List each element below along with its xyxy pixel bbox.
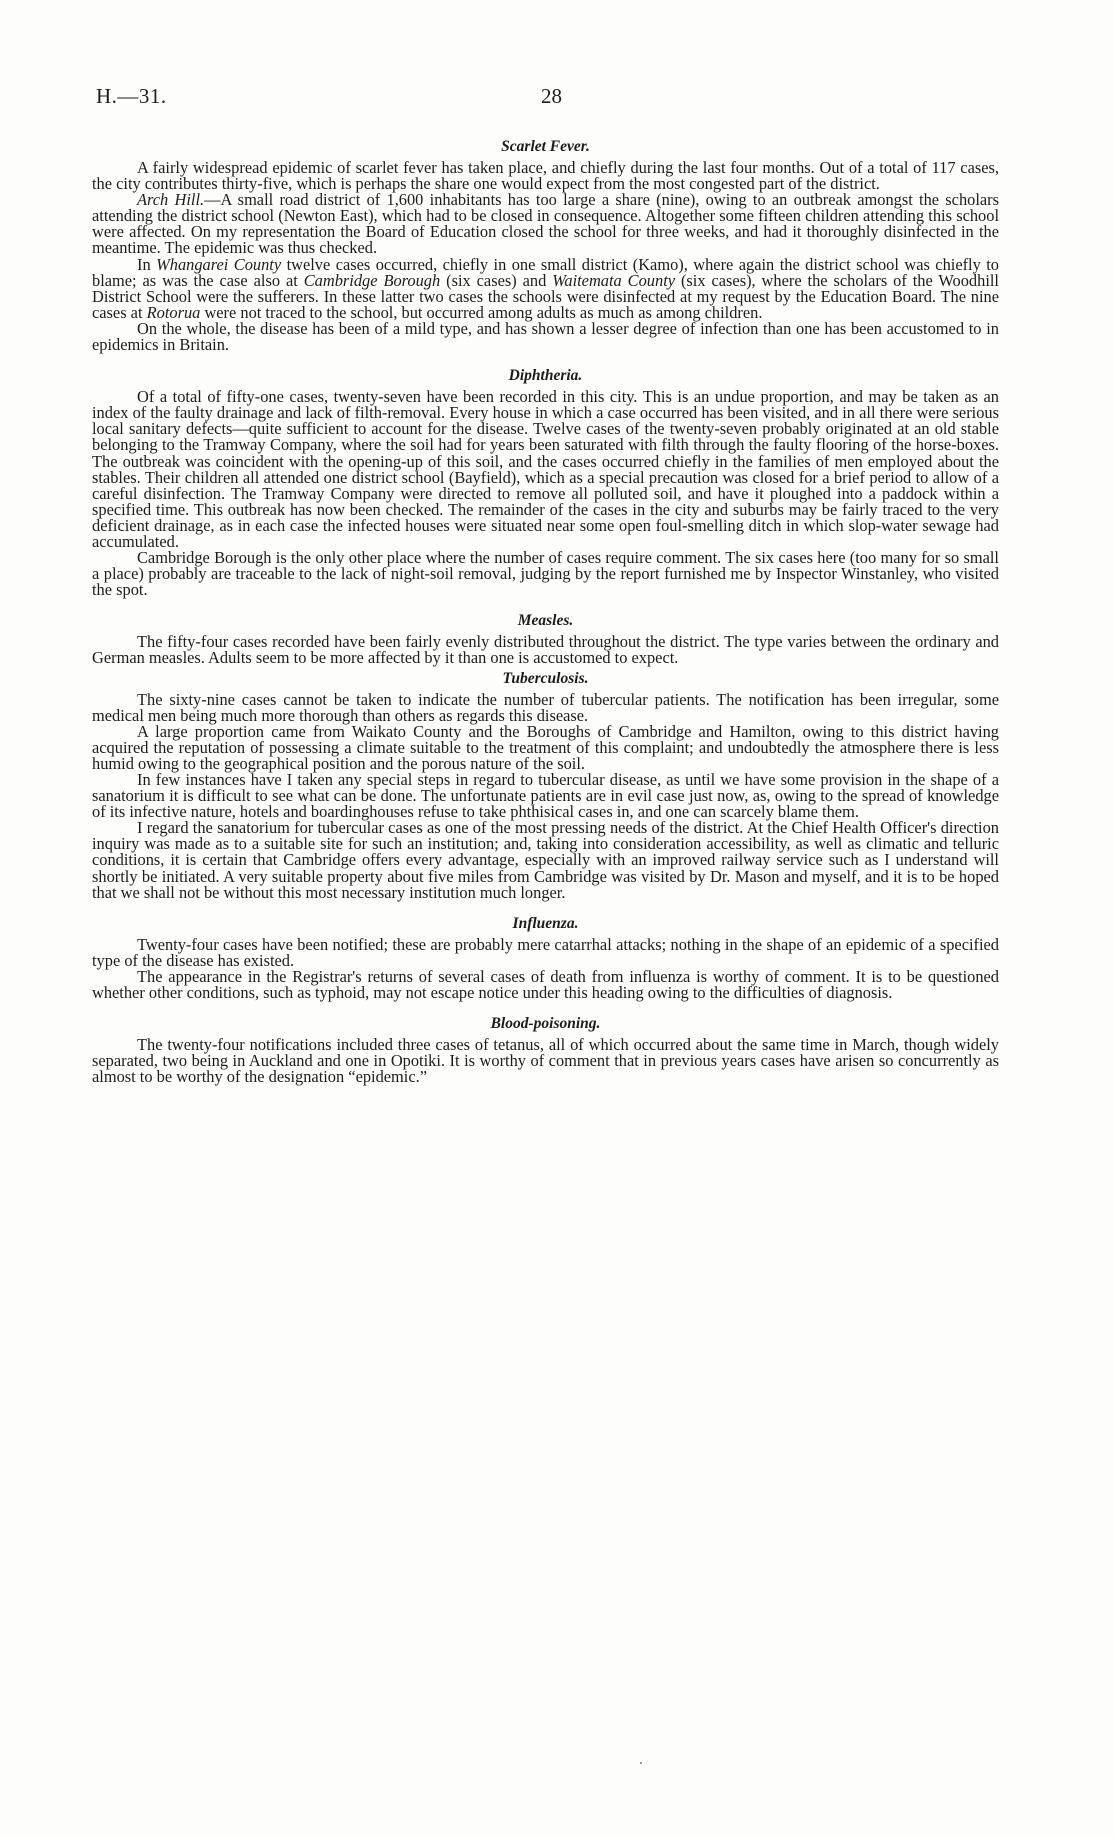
- section-title-scarlet-fever: Scarlet Fever.: [501, 138, 590, 155]
- paragraph: The appearance in the Registrar's returns of several cases of death from influenza is worthy of comment. It is to be questioned whether other conditions, such as typhoid, may not escape notice under this heading owing to the difficulties of diagnosis.: [92, 966, 999, 1003]
- place-name: Rotorua: [146, 302, 201, 322]
- paragraph: The fifty-four cases recorded have been fairly evenly distributed throughout the district. The type varies between the ordinary and German measles. Adults seem to be more affected by it than one is accustomed to expect.: [92, 632, 999, 668]
- paragraph: Cambridge Borough is the only other place where the number of cases require comment. The six cases here (too many for so small a place) probably are traceable to the lack of night-soil removal, judging by the report furnished me by Inspector Winstanley, who visited the spot.: [92, 548, 999, 600]
- place-name: Cambridge Borough: [303, 270, 441, 290]
- section-scarlet-fever: [92, 137, 999, 353]
- section-measles: [92, 611, 999, 666]
- paragraph: The sixty-nine cases cannot be taken to indicate the number of tubercular patients. The notification has been irregular, some medical men being much more thorough than others as regards this disease.: [92, 689, 999, 725]
- section-blood-poisoning: [92, 1014, 999, 1085]
- paragraph: [92, 192, 999, 256]
- section-title-influenza: Influenza.: [512, 914, 579, 932]
- paragraph: A large proportion came from Waikato County and the Boroughs of Cambridge and Hamilton, owing to this district having acquired the reputation of possessing a climate suitable to the treatment of this complaint; and undoubtedly the atmosphere there is less humid owing to the geographical position and the porous nature of the soil.: [92, 721, 999, 773]
- place-name: Whangarei County: [156, 254, 282, 274]
- place-name: Waitemata County: [552, 270, 676, 290]
- document-reference: H.—31.: [96, 84, 167, 108]
- paragraph-text: (six cases), where the scholars of the Woodhill District School were the sufferers. In these latter two cases the schools were disinfected at my request by the Education Board. The nine cases at: [92, 270, 999, 322]
- paragraph-text: were not traced to the school, but occurred among adults as much as among children.: [200, 302, 763, 322]
- section-title-diphtheria: Diphtheria.: [508, 367, 583, 385]
- paragraph: I regard the sanatorium for tubercular cases as one of the most pressing needs of the district. At the Chief Health Officer's direction inquiry was made as to a suitable site for such an institution; and, taking into consideration accessibility, as well as climatic and telluric conditions, it is certain that Cambridge offers every advantage, especially with an improved railway service such as I understand will shortly be initiated. A very suitable property about five miles from Cambridge was visited by Dr. Mason and myself, and it is to be hoped that we shall not be without this most necessary institution much longer.: [92, 818, 999, 902]
- paragraph-text: In: [137, 254, 157, 274]
- paragraph: The twenty-four notifications included three cases of tetanus, all of which occurred about the same time in March, though widely separated, two being in Auckland and one in Opotiki. It is worthy of comment that in previous years cases have arisen so concurrently as almost to be worthy of the designation “epidemic.”: [92, 1035, 999, 1087]
- section-title-measles: Measles.: [517, 612, 574, 630]
- page-body: [92, 137, 999, 1085]
- paper-speck: [640, 1762, 642, 1764]
- paragraph-text: —A small road district of 1,600 inhabitants has too large a share (nine), owing to an outbreak amongst the scholars attending the district school (Newton East), which had to be closed in consequence. Altogether some fifteen children attending this school were affected. On my representation the Board of Education closed the school for three weeks, and had it thoroughly disinfected in the meantime. The epidemic was thus checked.: [92, 190, 1000, 258]
- section-title-blood-poisoning: Blood-poisoning.: [490, 1015, 601, 1033]
- paragraph-text: (six cases) and: [440, 270, 553, 290]
- place-name: Arch Hill.: [137, 190, 205, 210]
- paragraph: On the whole, the disease has been of a mild type, and has shown a lesser degree of infection than one has been accustomed to in epidemics in Britain.: [92, 318, 999, 355]
- paragraph: [92, 254, 999, 322]
- page-number: 28: [541, 84, 562, 108]
- page-header: [0, 84, 1114, 114]
- section-tuberculosis: [92, 669, 999, 901]
- paragraph: Of a total of fifty-one cases, twenty-seven have been recorded in this city. This is an undue proportion, and may be taken as an index of the faulty drainage and lack of filth-removal. Every house in which a case occurred has been visited, and in all there were serious local sanitary defects—quite sufficient to account for the disease. Twelve cases of the twenty-seven probably originated at an old stable belonging to the Tramway Company, where the soil had for years been saturated with filth through the faulty flooring of the horse-boxes. The outbreak was coincident with the opening-up of this soil, and the cases occurred chiefly in the families of men employed about the stables. Their children all attended one district school (Bayfield), which as a special precaution was closed for a brief period to allow of a careful disinfection. The Tramway Company were directed to remove all polluted soil, and have it ploughed into a paddock within a specified time. This outbreak has now been checked. The remainder of the cases in the city and suburbs may be fairly traced to the very deficient drainage, as in each case the infected houses were situated near some open foul-smelling ditch in which slop-water sewage had accumulated.: [92, 387, 999, 551]
- paragraph: Twenty-four cases have been notified; these are probably mere catarrhal attacks; nothing in the shape of an epidemic of a specified type of the disease has existed.: [92, 934, 999, 970]
- paragraph-text: twelve cases occurred, chiefly in one small district (Kamo), where again the district school was chiefly to blame; as was the case also at: [92, 254, 999, 290]
- section-diphtheria: [92, 366, 999, 598]
- section-title-tuberculosis: Tuberculosis.: [502, 669, 589, 687]
- paragraph: In few instances have I taken any special steps in regard to tubercular disease, as until we have some provision in the shape of a sanatorium it is difficult to see what can be done. The unfortunate patients are in evil case just now, as, owing to the spread of knowledge of its infective nature, hotels and boardinghouses refuse to take phthisical cases in, and one can scarcely blame them.: [92, 770, 999, 822]
- paragraph: A fairly widespread epidemic of scarlet fever has taken place, and chiefly during the last four months. Out of a total of 117 cases, the city contributes thirty-five, which is perhaps the share one would expect from the most congested part of the district.: [92, 158, 999, 194]
- section-influenza: [92, 914, 999, 1001]
